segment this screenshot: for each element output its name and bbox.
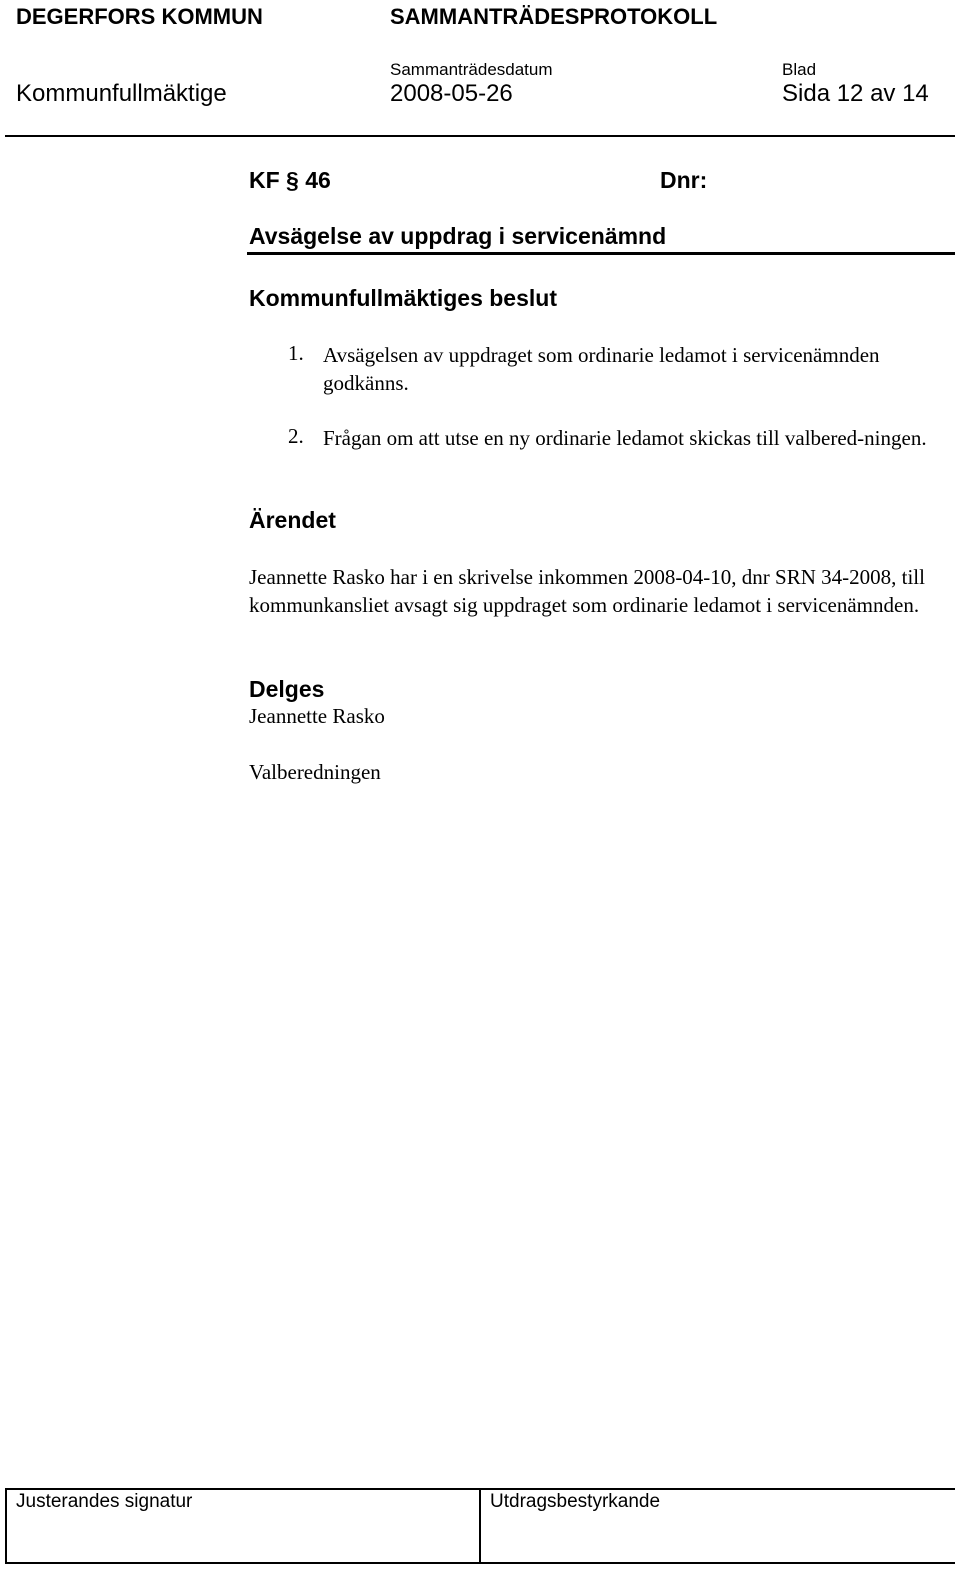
decision-number: 1. (288, 341, 304, 365)
title-underline (247, 252, 955, 255)
section-title: Avsägelse av uppdrag i servicenämnd (249, 223, 667, 249)
distribution-recipient: Valberedningen (249, 760, 381, 784)
certification-label: Utdragsbestyrkande (490, 1491, 661, 1512)
dnr-label: Dnr: (660, 167, 708, 193)
paragraph-reference: KF § 46 (249, 167, 331, 193)
footer-divider (479, 1488, 481, 1564)
decision-heading: Kommunfullmäktiges beslut (249, 285, 557, 311)
decision-number: 2. (288, 424, 304, 448)
body-name: Kommunfullmäktige (16, 80, 227, 107)
matter-text: Jeannette Rasko har i en skrivelse inkommen 2008-04-10, dnr SRN 34-2008, till kommunkansliet avsagt sig uppdraget som ordinarie ledamot i servicenämnden. (249, 565, 925, 617)
municipality-name: DEGERFORS KOMMUN (16, 4, 263, 29)
distribution-heading: Delges (249, 676, 325, 702)
decision-text: Frågan om att utse en ny ordinarie ledamot skickas till valbered-ningen. (323, 426, 927, 450)
date-label: Sammanträdesdatum (390, 60, 553, 79)
page-number: Sida 12 av 14 (782, 80, 929, 107)
decision-text: Avsägelsen av uppdraget som ordinarie ledamot i servicenämnden godkänns. (323, 343, 880, 395)
document-type: SAMMANTRÄDESPROTOKOLL (390, 4, 718, 29)
page-label: Blad (782, 60, 817, 79)
signature-label: Justerandes signatur (16, 1491, 193, 1512)
meeting-date: 2008-05-26 (390, 80, 513, 107)
matter-heading: Ärendet (249, 507, 336, 533)
distribution-recipient: Jeannette Rasko (249, 704, 385, 728)
header-divider (5, 135, 955, 137)
